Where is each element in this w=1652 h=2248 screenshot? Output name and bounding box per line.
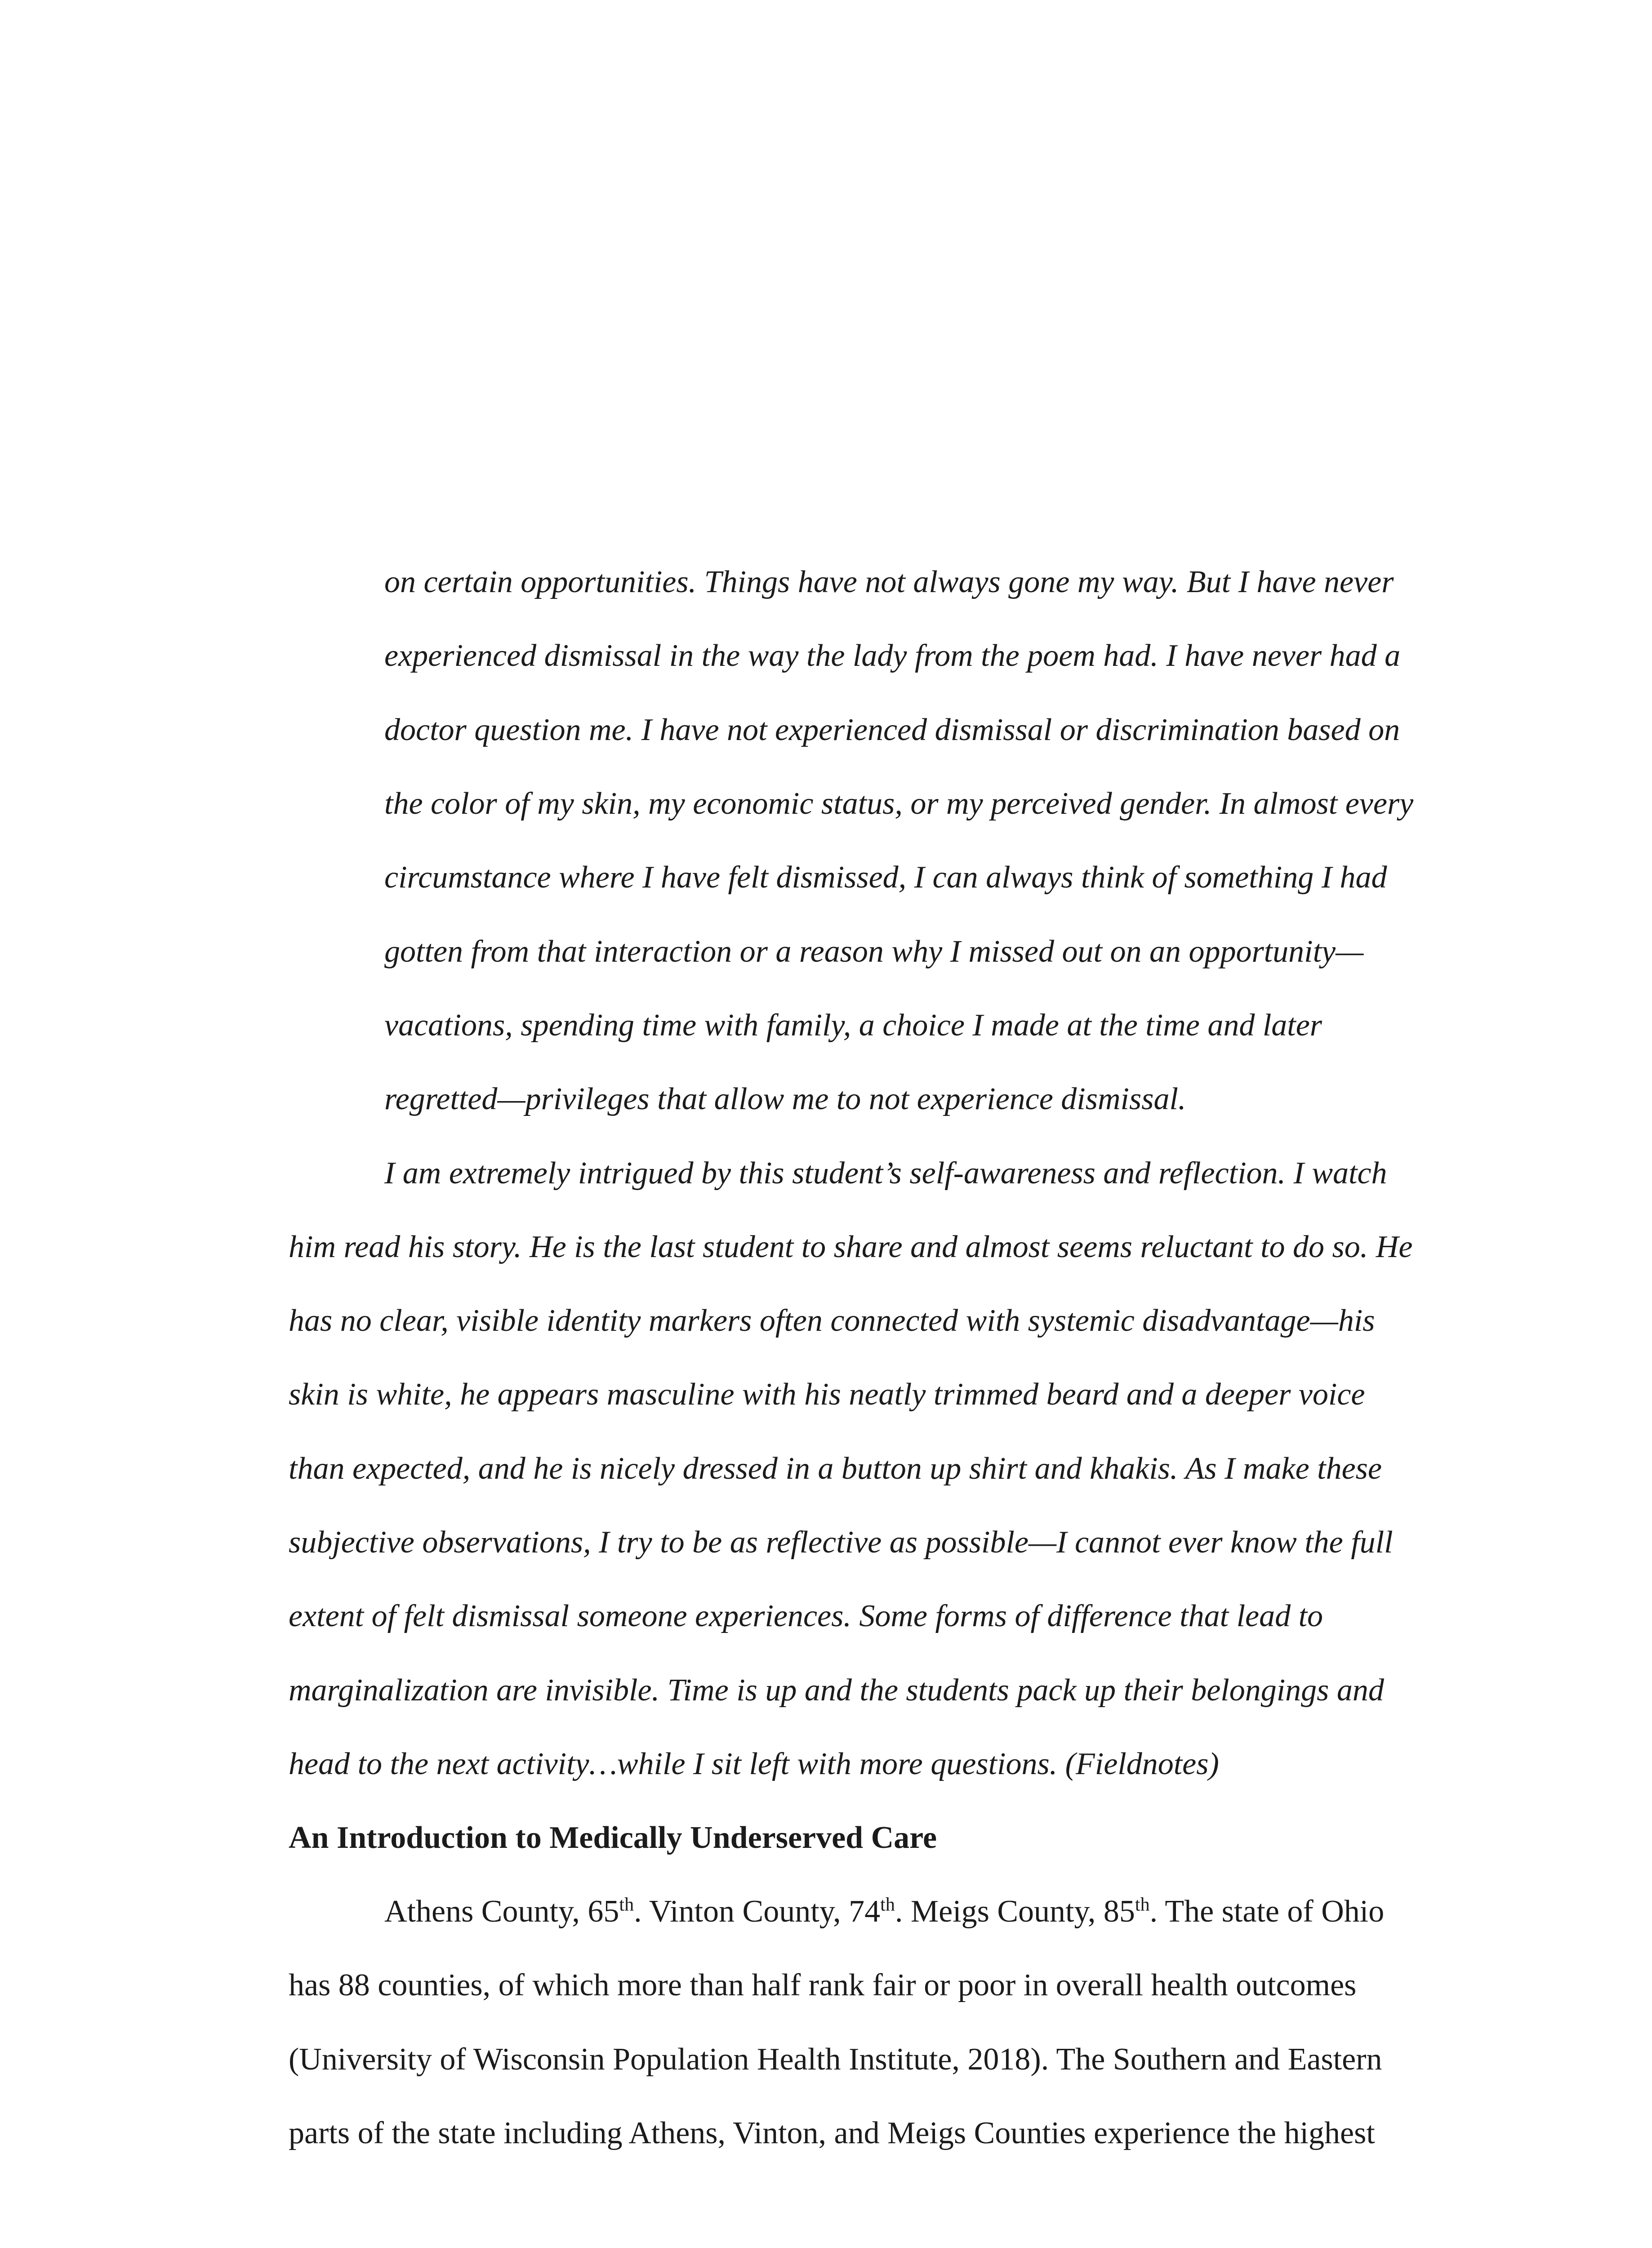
fieldnotes-line: skin is white, he appears masculine with his neatly trimmed beard and a deeper voice [289,1377,1365,1412]
block-quote-line: vacations, spending time with family, a choice I made at the time and later [384,1008,1322,1043]
block-quote-line: on certain opportunities. Things have not always gone my way. But I have never [384,565,1394,599]
athens-text: Athens County, 65 [384,1894,619,1929]
ordinal-suffix: th [1135,1894,1150,1915]
fieldnotes-line: I am extremely intrigued by this student’s self-awareness and reflection. I watch [384,1156,1387,1191]
block-quote-line: experienced dismissal in the way the lady from the poem had. I have never had a [384,638,1401,673]
ordinal-suffix: th [619,1894,634,1915]
block-quote-line: the color of my skin, my economic status, or my perceived gender. In almost every [384,786,1414,821]
section-first-line [384,1894,1384,1930]
block-quote-line: circumstance where I have felt dismissed, I can always think of something I had [384,860,1387,895]
fieldnotes-line: has no clear, visible identity markers often connected with systemic disadvantage—his [289,1303,1375,1338]
meigs-text: . Meigs County, 85 [895,1894,1135,1929]
ordinal-suffix: th [880,1894,895,1915]
fieldnotes-line: than expected, and he is nicely dressed in a button up shirt and khakis. As I make these [289,1451,1382,1486]
block-quote-line: doctor question me. I have not experienced dismissal or discrimination based on [384,713,1400,747]
block-quote-line: gotten from that interaction or a reason why I missed out on an opportunity— [384,934,1364,969]
section-heading: An Introduction to Medically Underserved Care [289,1820,937,1855]
fieldnotes-line: extent of felt dismissal someone experiences. Some forms of difference that lead to [289,1599,1323,1633]
ohio-text: . The state of Ohio [1149,1894,1385,1929]
fieldnotes-line: marginalization are invisible. Time is up and the students pack up their belongings and [289,1673,1384,1708]
fieldnotes-line: subjective observations, I try to be as reflective as possible—I cannot ever know the full [289,1525,1393,1560]
section-line: has 88 counties, of which more than half rank fair or poor in overall health outcomes [289,1968,1357,2003]
vinton-text: . Vinton County, 74 [634,1894,881,1929]
fieldnotes-line: him read his story. He is the last student to share and almost seems reluctant to do so. He [289,1230,1413,1264]
block-quote-line: regretted—privileges that allow me to not experience dismissal. [384,1082,1186,1116]
fieldnotes-line: head to the next activity…while I sit left with more questions. (Fieldnotes) [289,1747,1219,1781]
section-line: (University of Wisconsin Population Health Institute, 2018). The Southern and Eastern [289,2042,1382,2077]
section-line: parts of the state including Athens, Vinton, and Meigs Counties experience the highest [289,2116,1375,2150]
